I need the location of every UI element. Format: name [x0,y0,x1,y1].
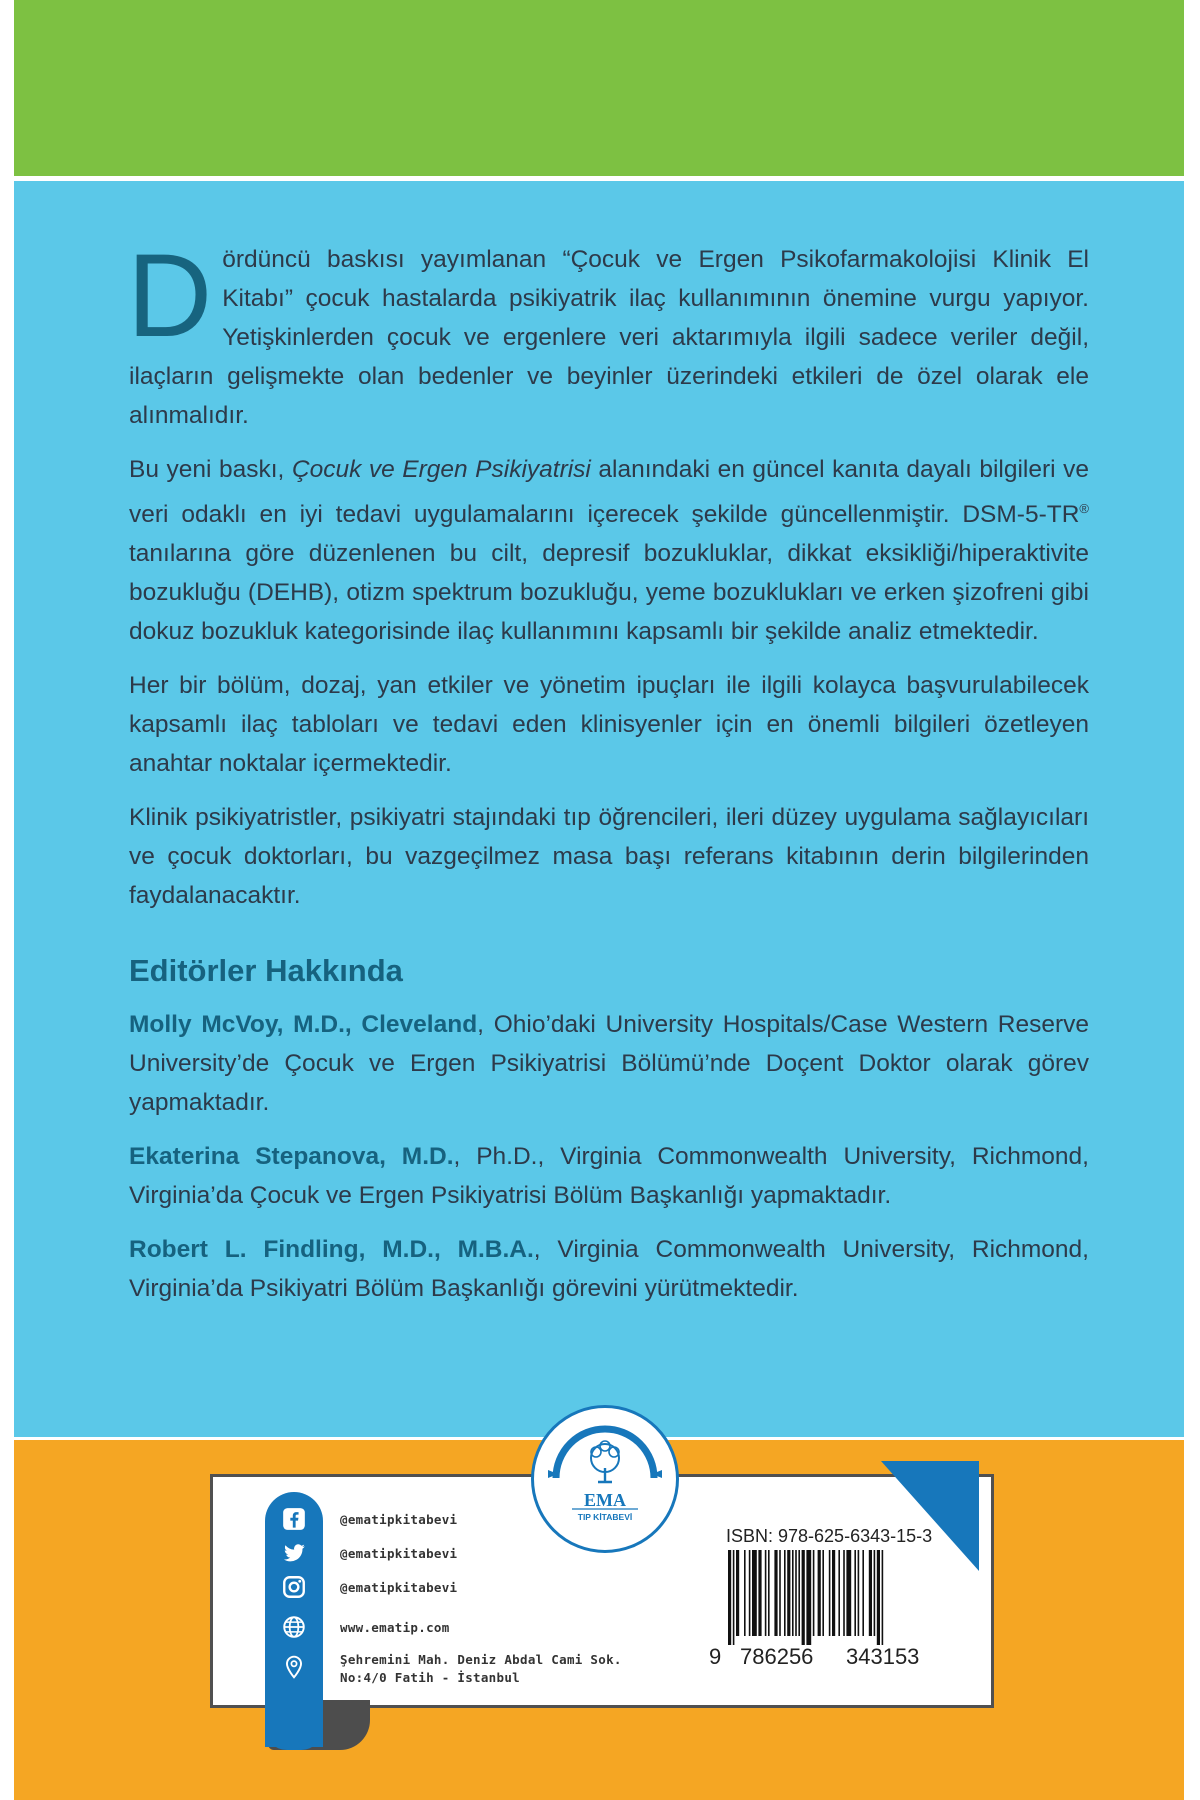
barcode-bar [765,1550,767,1636]
barcode-bar [874,1550,876,1636]
barcode-bar [733,1550,735,1645]
barcode-digit-first: 9 [709,1644,722,1669]
barcode-bar [813,1550,815,1636]
address-line-2: No:4/0 Fatih - İstanbul [340,1670,520,1685]
barcode-bar [774,1550,777,1636]
barcode-bar [779,1550,781,1636]
barcode-bar [758,1550,761,1636]
barcode-bar [882,1550,884,1645]
barcode-bar [784,1550,786,1636]
tree-icon [534,1408,676,1550]
editors-heading: Editörler Hakkında [129,953,403,989]
barcode-bar [728,1550,731,1645]
description-text [127,230,1090,1323]
website-link[interactable]: www.ematip.com [340,1620,450,1635]
barcode-bar [877,1550,880,1645]
barcode-bar [749,1550,751,1636]
editor-3: Robert L. Findling, M.D., M.B.A., Virginia Commonwealth University, Richmond, Virginia’da Psikiyatri Bölüm Başkanlığı görevini yürütmektedir. [129,1236,1089,1303]
instagram-handle[interactable]: @ematipkitabevi [340,1580,458,1595]
barcode-bar [822,1550,824,1636]
barcode-bar [846,1550,851,1636]
globe-icon[interactable] [270,1612,318,1642]
facebook-handle[interactable]: @ematipkitabevi [340,1512,458,1527]
barcode-bar [795,1550,797,1636]
barcode-bar [806,1550,811,1645]
intro-paragraph-1: Dördüncü baskısı yayımlanan “Çocuk ve Ergen Psikofarmakolojisi Klinik El Kitabı” çocuk hastalarda psikiyatrik ilaç kullanımının önemine vurgu yapıyor. Yetişkinlerden çocuk ve ergenlere veri aktarımıyla ilgili sadece veriler değil, ilaçların gelişmekte olan bedenler ve beyinler üzerindeki etkileri de özel olarak ele alınmalıdır. [127,230,1089,429]
barcode-bar [802,1550,805,1645]
facebook-icon[interactable] [270,1504,318,1534]
isbn-label: ISBN: 978-625-6343-15-3 [726,1526,933,1546]
barcode-bar [798,1550,800,1636]
logo-wordmark: EMA [584,1490,626,1510]
intro-paragraph-4: Klinik psikiyatristler, psikiyatri stajındaki tıp öğrencileri, ileri düzey uygulama sağlayıcıları ve çocuk doktorları, bu vazgeçilmez masa başı referans kitabının derin bilgilerinden faydalanacaktır. [129,804,1089,910]
green-band [14,0,1184,176]
barcode-bar [744,1550,746,1636]
barcode-bar [858,1550,860,1636]
drop-cap: D [127,230,213,362]
instagram-icon[interactable] [270,1572,318,1602]
address-line-1: Şehremini Mah. Deniz Abdal Cami Sok. [340,1652,622,1667]
intro-paragraph-2: Bu yeni baskı, Çocuk ve Ergen Psikiyatrisi alanındaki en güncel kanıta dayalı bilgileri ve veri odaklı en iyi tedavi uygulamalarını içerecek şekilde güncellenmiştir. DSM-5-TR® tanılarına göre düzenlenen bu cilt, depresif bozukluklar, dikkat eksikliği/hiperaktivite bozukluğu (DEHB), otizm spektrum bozukluğu, yeme bozuklukları ve erken şizofreni gibi dokuz bozukluk kategorisinde ilaç kullanımını kapsamlı bir şekilde analiz etmektedir. [129,456,1089,646]
barcode-bar [862,1550,864,1636]
barcode-bar [787,1550,790,1636]
logo-subtitle: TIP KİTABEVİ [577,1512,633,1522]
barcode [728,1550,938,1645]
barcode-bar [829,1550,831,1636]
publisher-logo [531,1405,679,1553]
ribbon-end [265,1700,323,1750]
intro-paragraph-3: Her bir bölüm, dozaj, yan etkiler ve yönetim ipuçları ile ilgili kolayca başvurulabilecek kapsamlı ilaç tabloları ve tedavi eden klinisyenler için en önemli bilgileri özetleyen anahtar noktalar içermektedir. [129,672,1089,778]
twitter-icon[interactable] [270,1538,318,1568]
barcode-bar [838,1550,840,1636]
barcode-bar [843,1550,845,1636]
barcode-bar [818,1550,821,1636]
twitter-handle[interactable]: @ematipkitabevi [340,1546,458,1561]
barcode-bar [832,1550,835,1636]
barcode-bar [752,1550,757,1636]
editor-2: Ekaterina Stepanova, M.D., Ph.D., Virginia Commonwealth University, Richmond, Virginia’da Çocuk ve Ergen Psikiyatrisi Bölüm Başkanlığı yapmaktadır. [129,1143,1089,1210]
barcode-bar [854,1550,856,1636]
barcode-bar [792,1550,794,1636]
barcode-bar [736,1550,739,1636]
barcode-bar [768,1550,770,1636]
barcode-bar [869,1550,872,1636]
barcode-digits-left: 786256 [740,1644,814,1669]
barcode-digits-right: 343153 [846,1644,920,1669]
location-pin-icon [270,1652,318,1682]
editor-1: Molly McVoy, M.D., Cleveland, Ohio’daki University Hospitals/Case Western Reserve University’de Çocuk ve Ergen Psikiyatrisi Bölümü’nde Doçent Doktor olarak görev yapmaktadır. [129,1011,1090,1117]
